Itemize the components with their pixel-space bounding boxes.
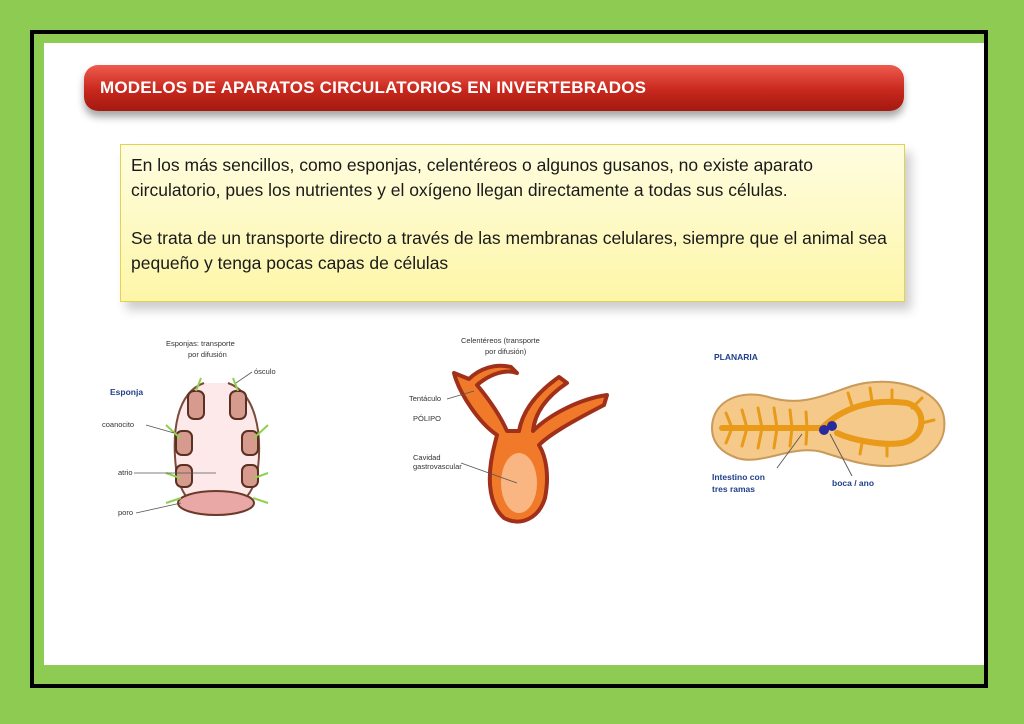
info-box (120, 144, 905, 302)
cavidad-label-1: Cavidad (413, 453, 441, 462)
slide (44, 43, 984, 665)
polipo-label: PÓLIPO (413, 414, 441, 423)
intestino-label-2: tres ramas (712, 484, 756, 494)
osculo-label: ósculo (254, 367, 276, 376)
planarian-body (712, 382, 944, 476)
coelenterate-caption-2: por difusión) (485, 347, 527, 356)
paragraph-2: Se trata de un transporte directo a través de las membranas celulares, siempre que el animal sea pequeño y tenga pocas capas de células (131, 228, 887, 273)
sponge-name: Esponja (110, 387, 144, 397)
poro-label: poro (118, 508, 134, 517)
atrio-label: atrio (118, 468, 133, 477)
boca-label: boca / ano (832, 478, 875, 488)
coelenterate-caption-1: Celentéreos (transporte (461, 336, 540, 345)
paragraph-1: En los más sencillos, como esponjas, celentéreos o algunos gusanos, no existe aparato circulatorio, pues los nutrientes y el oxígeno llegan directamente a todas sus células. (131, 155, 813, 200)
coelenterate-body (447, 366, 607, 522)
cavidad-label-2: gastrovascular (413, 462, 462, 471)
coelenterate-diagram (399, 333, 624, 533)
sponge-body (134, 372, 268, 515)
planarian-name: PLANARIA (714, 352, 758, 362)
slide-title: MODELOS DE APARATOS CIRCULATORIOS EN INVERTEBRADOS (100, 78, 647, 97)
planarian-diagram (702, 348, 957, 508)
tentaculo-label: Tentáculo (409, 394, 442, 403)
title-bar (84, 65, 904, 111)
sponge-caption-1: Esponjas: transporte (166, 339, 235, 348)
sponge-caption-2: por difusión (188, 350, 227, 359)
intestino-label-1: Intestino con (712, 472, 765, 482)
sponge-diagram (96, 333, 306, 528)
coanocito-label: coanocito (102, 420, 135, 429)
